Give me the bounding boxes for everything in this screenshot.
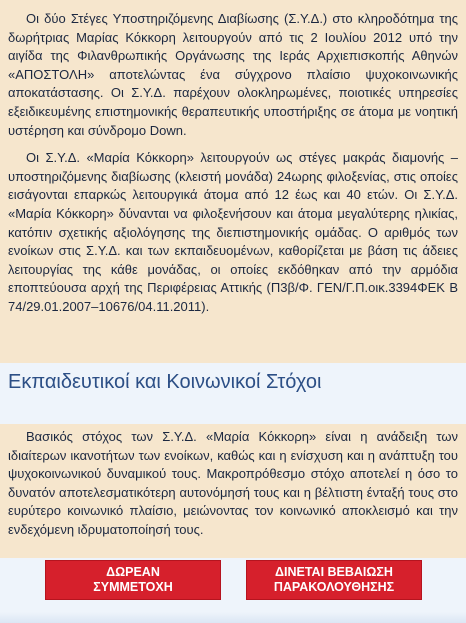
intro-paragraph-1: Οι δύο Στέγες Υποστηριζόμενης Διαβίωσης (Σ.Υ.Δ.) στο κληροδότημα της δωρήτριας Μαρίας Κόκκορη λειτουργούν από τις 2 Ιουλίου 2012 υπό την αιγίδα της Φιλανθρωπικής Οργάνωσης της Ιεράς Αρχιεπισκοπής Αθηνών «ΑΠΟΣΤΟΛΗ» αποτελώντας ένα σύγχρονο πλαίσιο ψυχοκοινωνικής αποκατάστασης. Οι Σ.Υ.Δ. παρέχουν ολοκληρωμένες, ποιοτικές υπηρεσίες εξειδικευμένης επιστημονικής θεραπευτικής υποστήριξης σε άτομα με νοητική υστέρηση και σύνδρομο Down. <box>8 11 458 138</box>
bottom-divider <box>0 612 466 623</box>
attendance-certificate-line2: ΠΑΡΑΚΟΛΟΥΘΗΣΗΣ <box>273 580 395 594</box>
free-participation-line2: ΣΥΜΜΕΤΟΧΗ <box>93 580 173 594</box>
goals-text-box <box>0 424 466 558</box>
attendance-certificate-button[interactable] <box>246 560 422 600</box>
goals-heading: Εκπαιδευτικοί και Κοινωνικοί Στόχοι <box>8 371 322 393</box>
intro-paragraph-2: Οι Σ.Υ.Δ. «Μαρία Κόκκορη» λειτουργούν ως στέγες μακράς διαμονής – υποστηριζόμενης διαβίωσης (κλειστή μονάδα) 24ωρης φιλοξενίας, στις οποίες εισάγονται επαρκώς λειτουργικά άτομα από 12 έως και 40 ετών. Οι Σ.Υ.Δ. «Μαρία Κόκκορη» δύνανται να φιλοξενήσουν και άτομα μεγαλύτερης ηλικίας, κατόπιν σχετικής αξιολόγησης της διεπιστημονικής ομάδας. Ο αριθμός των ενοίκων στις Σ.Υ.Δ. και των εκπαιδευομένων, καθορίζεται με βάση τις άδειες λειτουργίας της κάθε μονάδας, οι οποίες εκδόθηκαν από την αρμόδια εποπτεύουσα αρχή της Περιφέρειας Αττικής (Π3β/Φ. ΓΕΝ/Γ.Π.οικ.3394ΦΕΚ Β 74/29.01.2007–10676/04.11.2011). <box>8 150 458 314</box>
attendance-certificate-line1: ΔΙΝΕΤΑΙ ΒΕΒΑΙΩΣΗ <box>275 565 393 579</box>
goals-paragraph: Βασικός στόχος των Σ.Υ.Δ. «Μαρία Κόκκορη» είναι η ανάδειξη των ιδιαίτερων ικανοτήτων των ενοίκων, καθώς και η ενίσχυση και η ανάπτυξη του ψυχοκοινωνικού δυναμικού τους. Μακροπρόθεσμο στόχο αποτελεί η όσο το δυνατόν αποτελεσματικότερη αυτονόμησή τους και η βέλτιστη ένταξή τους στο ευρύτερο κοινωνικό πλαίσιο, μειώνοντας τον κοινωνικό αποκλεισμό και την ενδεχόμενη ιδρυματοποίησή τους. <box>8 429 458 537</box>
free-participation-button[interactable] <box>45 560 221 600</box>
free-participation-line1: ΔΩΡΕΑΝ <box>106 565 160 579</box>
